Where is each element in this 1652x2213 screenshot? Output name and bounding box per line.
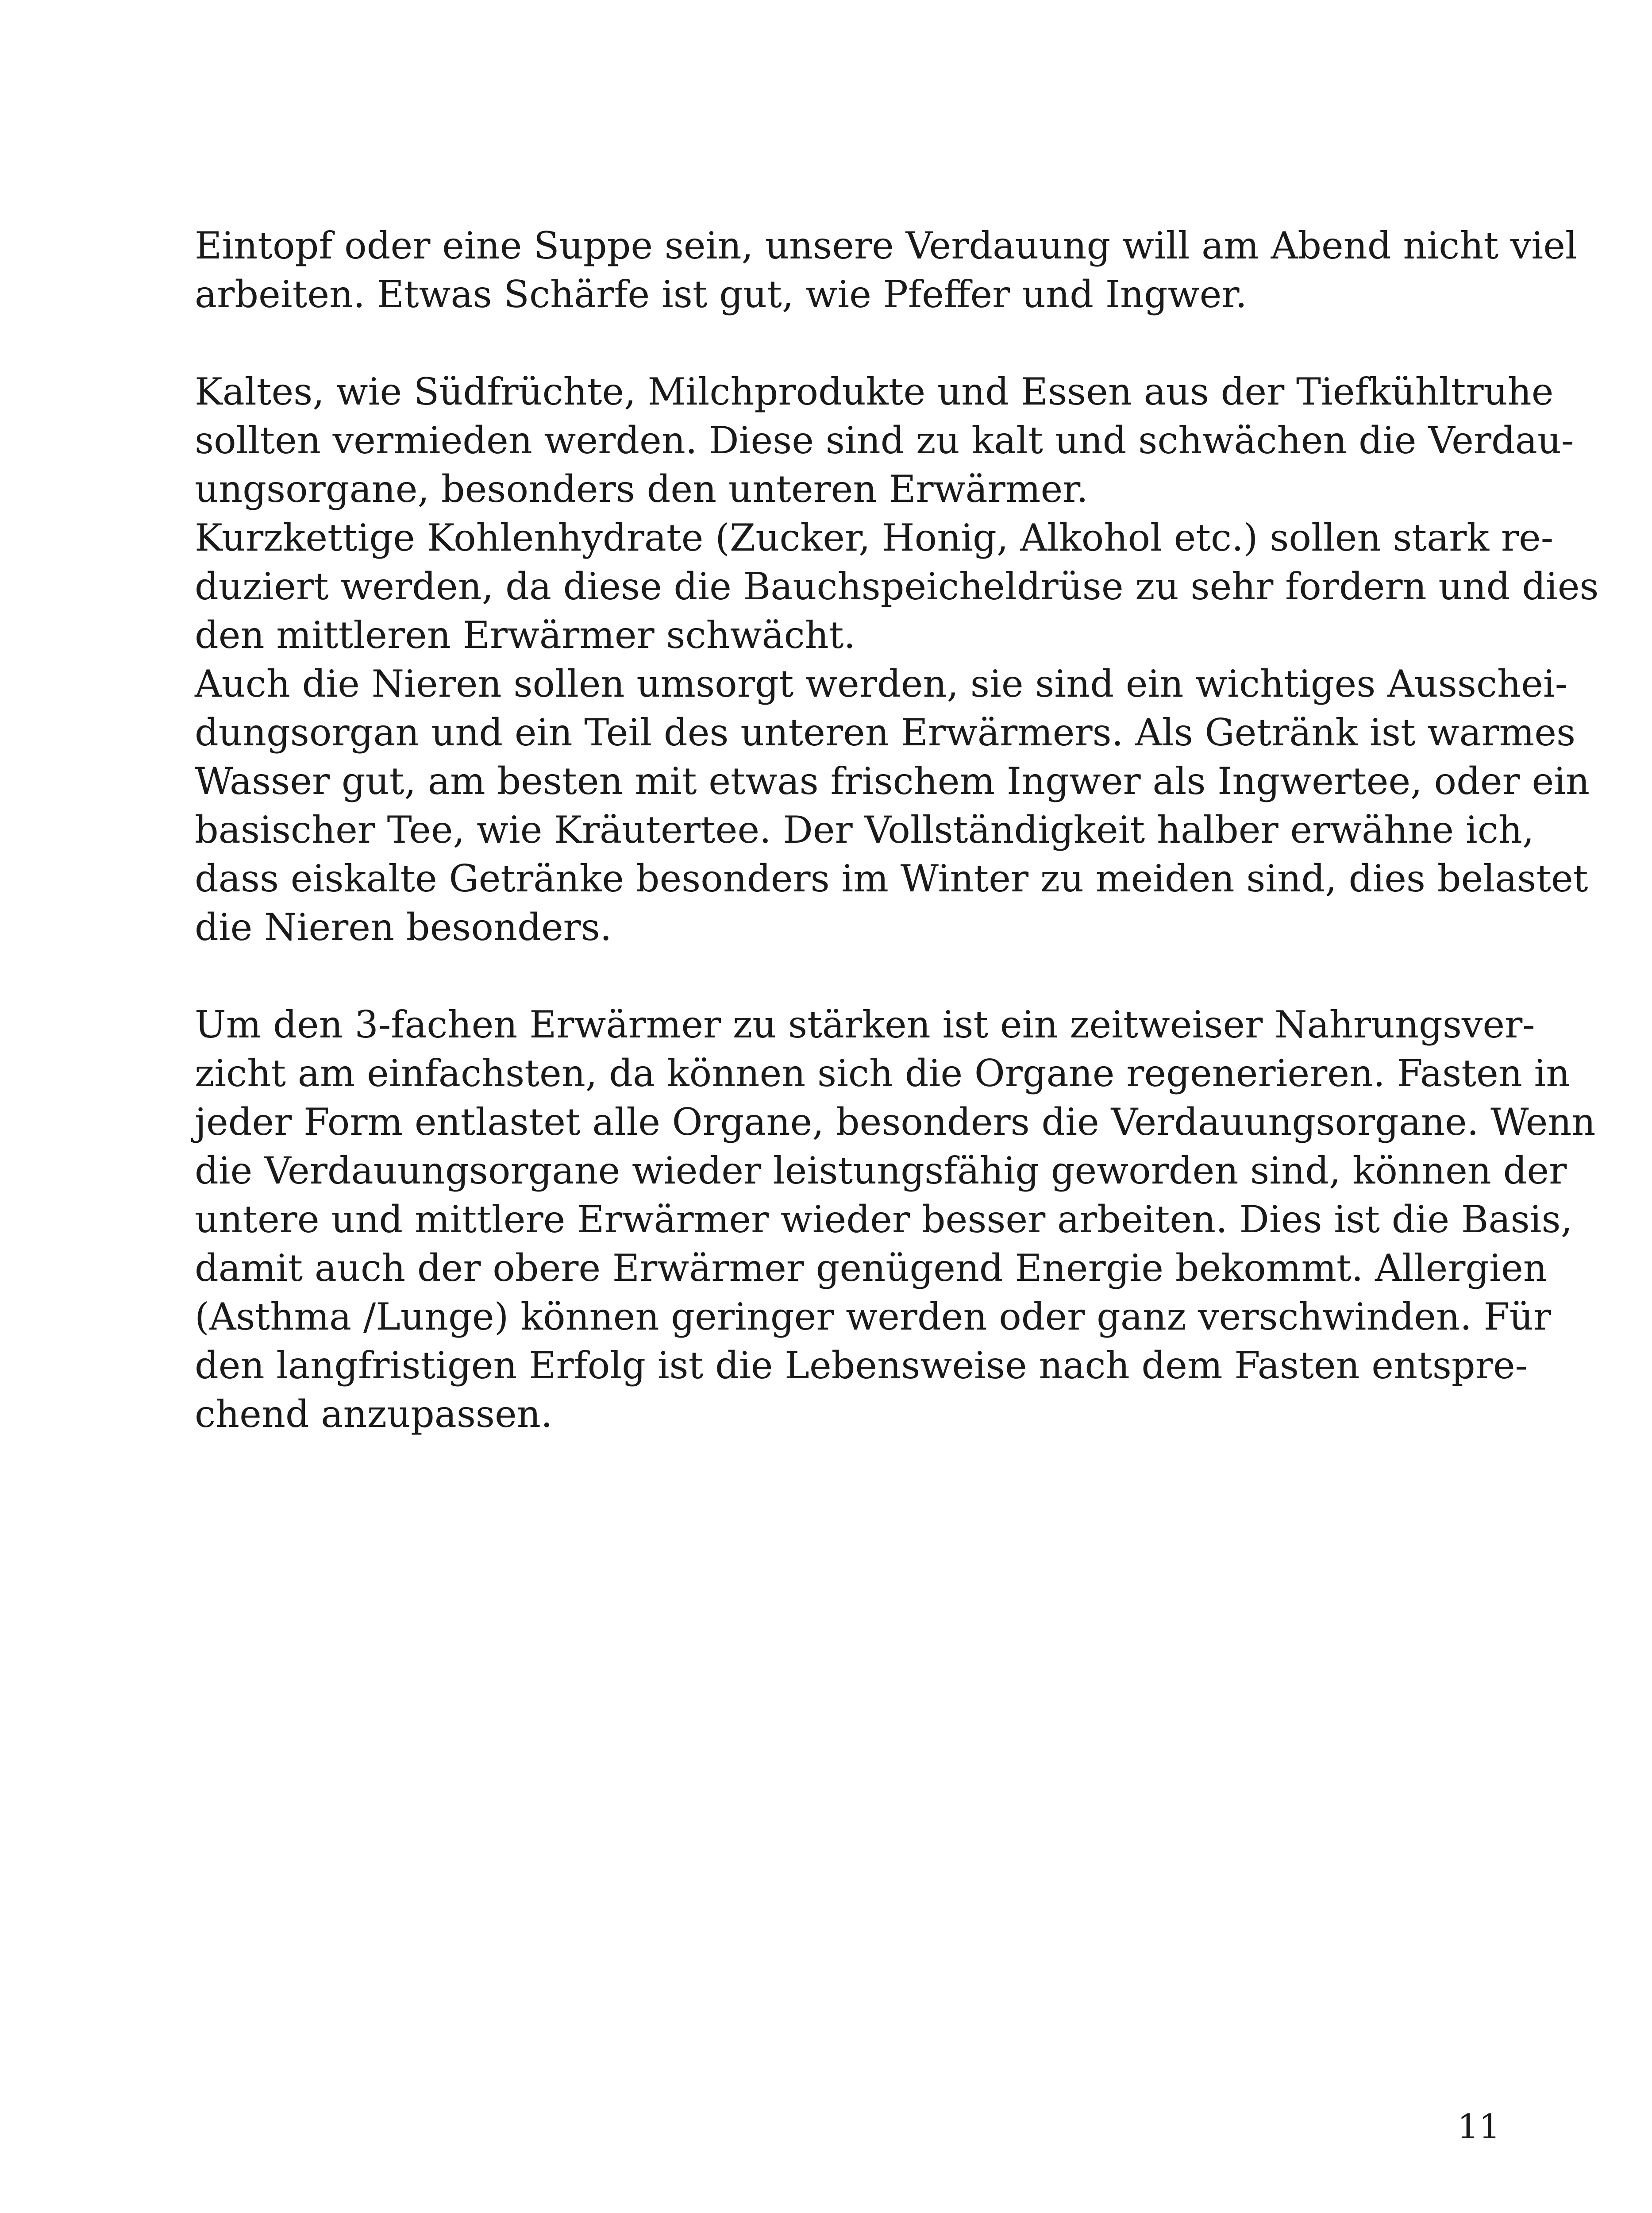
- text-line: sollten vermieden werden. Diese sind zu kalt und schwächen die Verdau-: [195, 419, 1574, 462]
- text-line: jeder Form entlastet alle Organe, besonders die Verdauungsorgane. Wenn: [195, 1100, 1596, 1144]
- text-line: Kurzkettige Kohlenhydrate (Zucker, Honig, Alkohol etc.) sollen stark re-: [195, 516, 1554, 559]
- text-line: zicht am einfachsten, da können sich die Organe regenerieren. Fasten in: [195, 1052, 1570, 1095]
- paragraph-1: [195, 221, 1577, 319]
- paragraph-gap: [195, 319, 1496, 367]
- text-line: damit auch der obere Erwärmer genügend Energie bekommt. Allergien: [195, 1246, 1547, 1290]
- text-line: die Verdauungsorgane wieder leistungsfähig geworden sind, können der: [195, 1149, 1567, 1192]
- text-line: die Nieren besonders.: [195, 906, 612, 949]
- body-text: [195, 221, 1599, 1438]
- text-line: dass eiskalte Getränke besonders im Winter zu meiden sind, dies belastet: [195, 857, 1588, 900]
- text-line: dungsorgan und ein Teil des unteren Erwärmers. Als Getränk ist warmes: [195, 711, 1576, 754]
- text-line: Auch die Nieren sollen umsorgt werden, sie sind ein wichtiges Ausschei-: [195, 662, 1568, 706]
- paragraph-gap: [195, 952, 1496, 1000]
- text-line: (Asthma /Lunge) können geringer werden oder ganz verschwinden. Für: [195, 1295, 1552, 1338]
- text-line: duziert werden, da diese die Bauchspeicheldrüse zu sehr fordern und dies: [195, 565, 1599, 608]
- text-line: den mittleren Erwärmer schwächt.: [195, 613, 856, 657]
- text-line: ungsorgane, besonders den unteren Erwärmer.: [195, 467, 1088, 511]
- paragraph-2: [195, 367, 1574, 513]
- paragraph-5: [195, 1000, 1596, 1438]
- text-line: Um den 3-fachen Erwärmer zu stärken ist ein zeitweiser Nahrungsver-: [195, 1003, 1535, 1046]
- text-line: arbeiten. Etwas Schärfe ist gut, wie Pfeffer und Ingwer.: [195, 273, 1248, 316]
- text-line: basischer Tee, wie Kräutertee. Der Vollständigkeit halber erwähne ich,: [195, 808, 1534, 852]
- text-line: Kaltes, wie Südfrüchte, Milchprodukte und Essen aus der Tiefkühltruhe: [195, 370, 1554, 413]
- text-line: chend anzupassen.: [195, 1392, 553, 1436]
- paragraph-4: [195, 659, 1590, 952]
- text-line: Eintopf oder eine Suppe sein, unsere Verdauung will am Abend nicht viel: [195, 224, 1577, 267]
- page-number: 11: [1457, 2107, 1500, 2146]
- text-line: untere und mittlere Erwärmer wieder besser arbeiten. Dies ist die Basis,: [195, 1198, 1573, 1241]
- text-line: den langfristigen Erfolg ist die Lebensweise nach dem Fasten entspre-: [195, 1344, 1528, 1387]
- text-line: Wasser gut, am besten mit etwas frischem Ingwer als Ingwertee, oder ein: [195, 760, 1590, 803]
- paragraph-3: [195, 513, 1599, 659]
